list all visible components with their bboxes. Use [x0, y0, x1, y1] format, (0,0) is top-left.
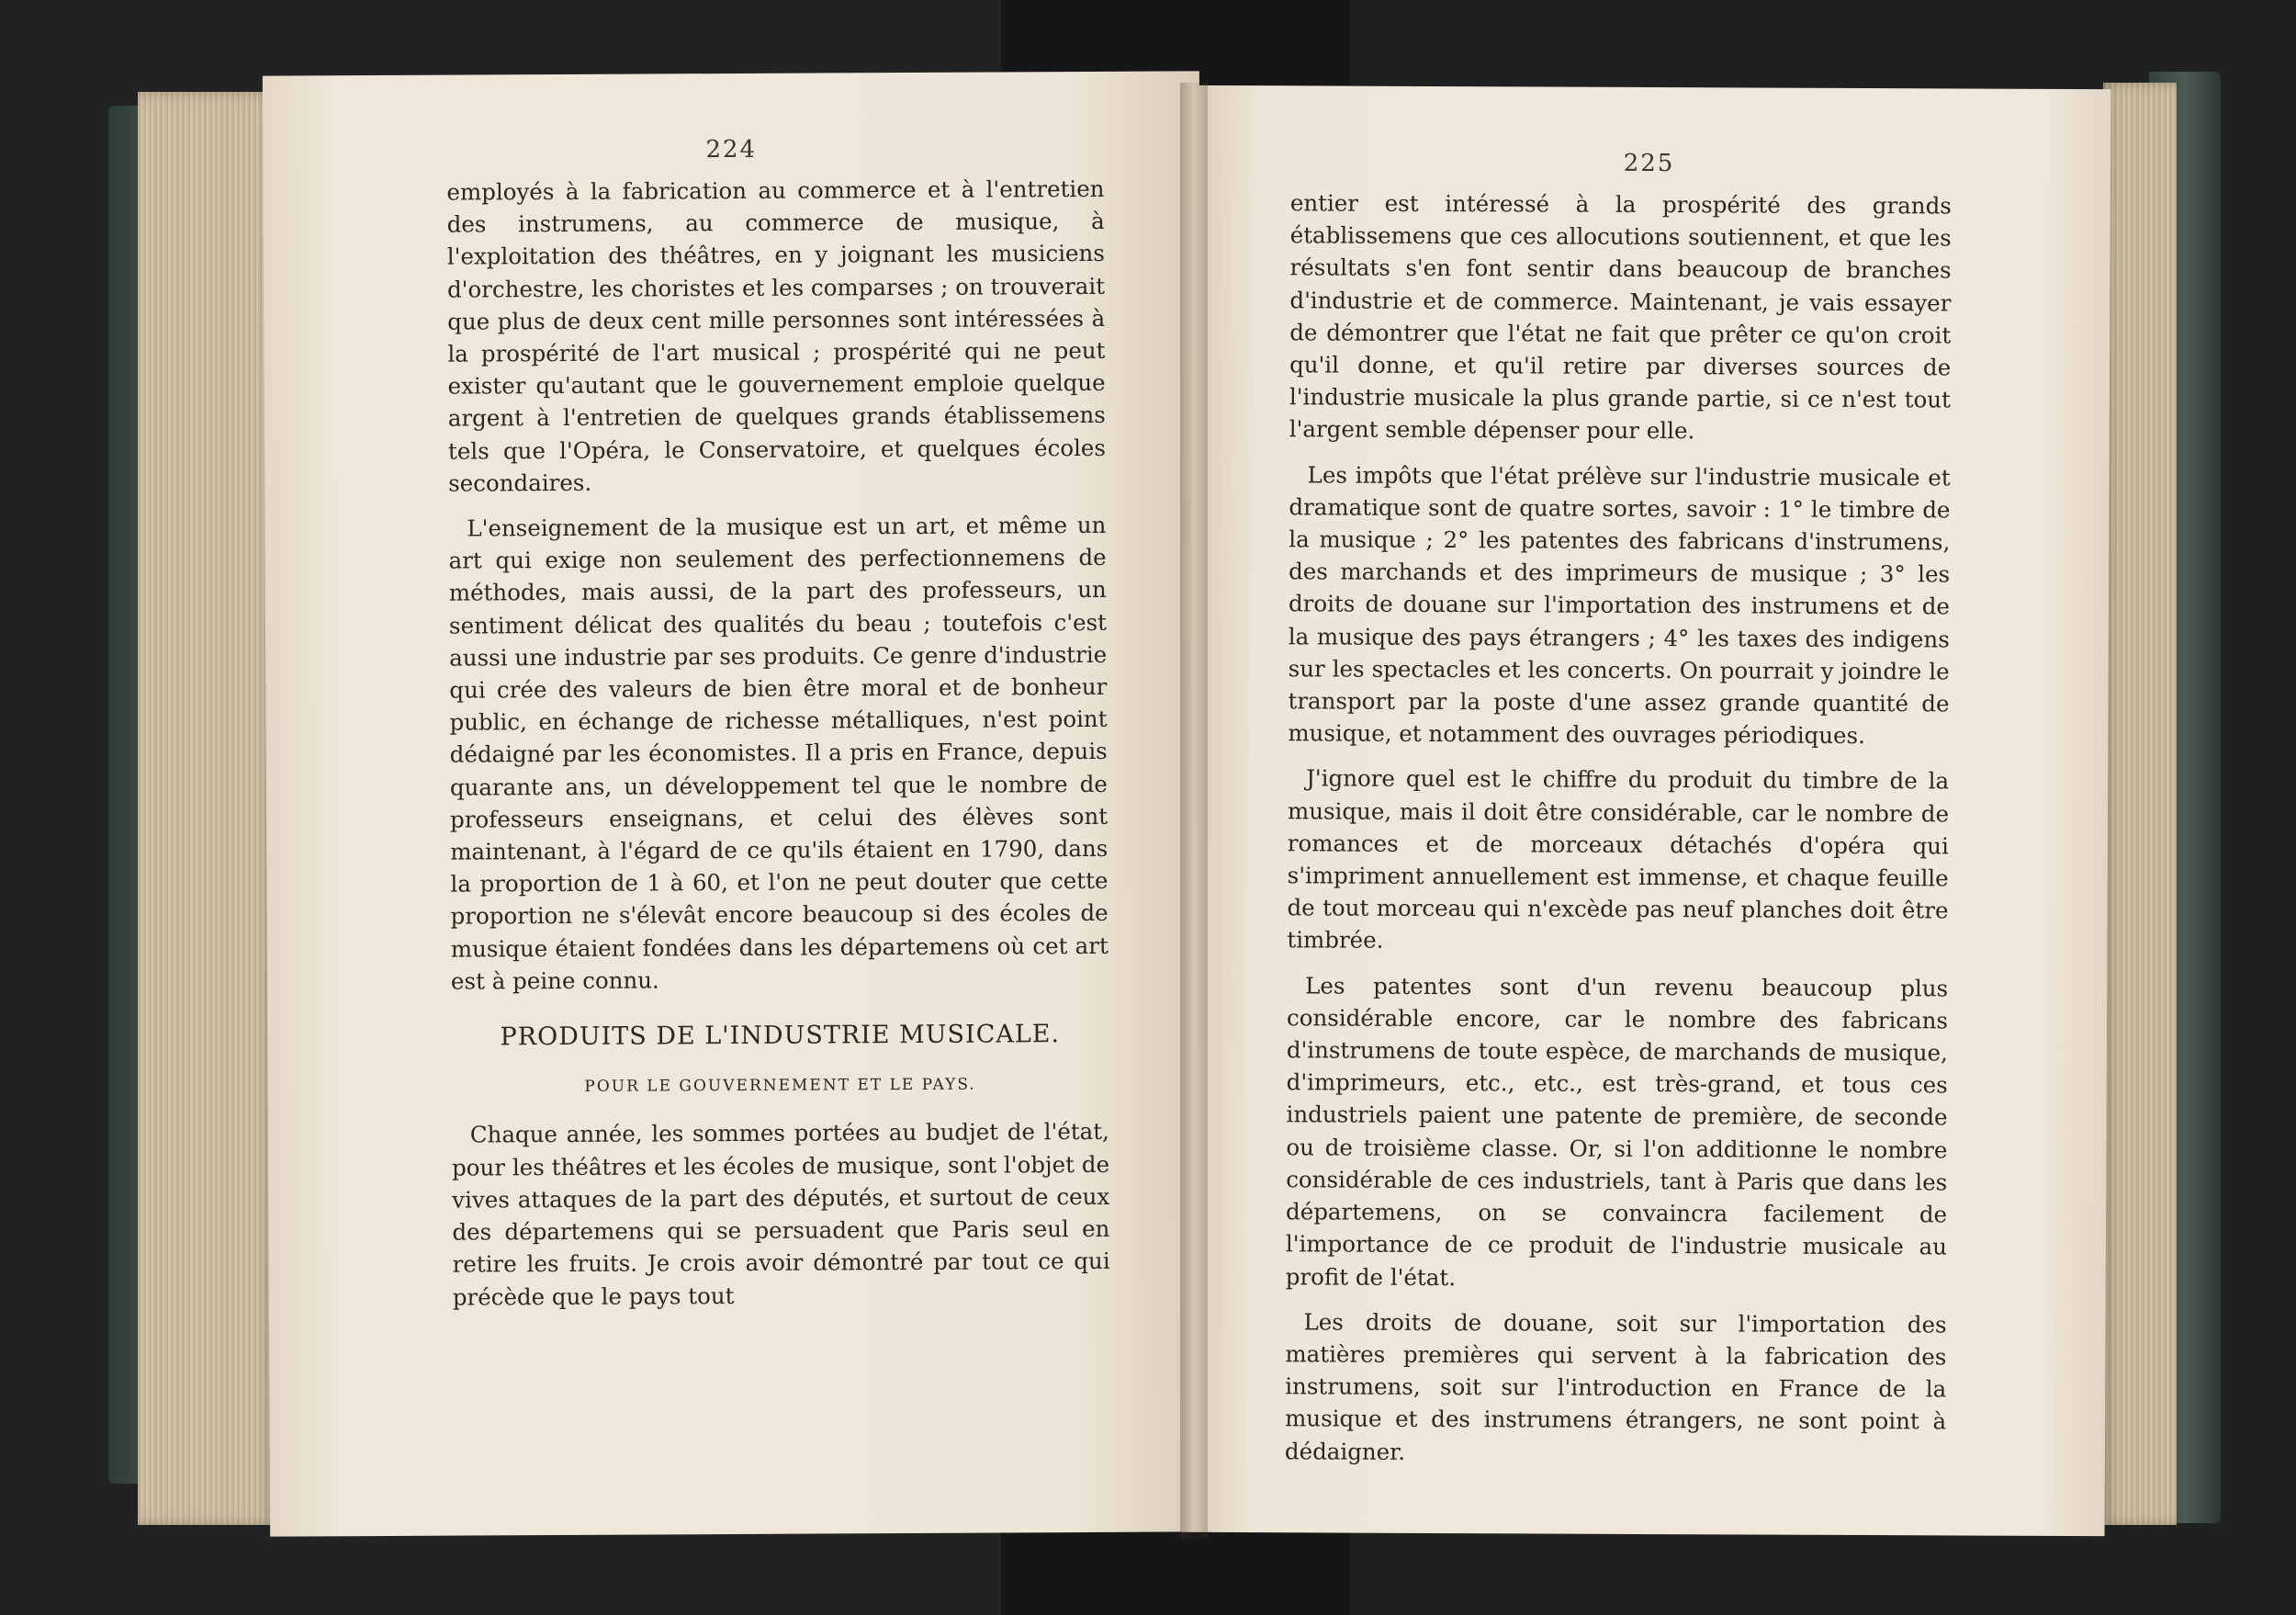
paragraph: Les impôts que l'état prélève sur l'industrie musicale et dramatique sont de quatre sortes, savoir : 1° le timbre de la musique ; 2° les patentes des fabricans d'instrumens, des marchands et des imprimeurs de musique ; 3° les droits de douane sur l'importation des instrumens et de la musique des pays étrangers ; 4° les taxes des indigens sur les spectacles et les concerts. On pourrait y joindre le transport par la poste d'une assez grande quantité de musique, et notamment des ouvrages périodiques. — [1288, 461, 1951, 750]
paragraph: entier est intéressé à la prospérité des grands établissemens que ces allocutions soutiennent, et que les résultats s'en font sentir dans beaucoup de branches d'industrie et de commerce. Maintenant, je vais essayer de démontrer que l'état ne fait que prêter ce qu'on croit qu'il donne, et qu'il retire par diverses sources de l'industrie musicale la plus grande partie, si ce n'est tout l'argent semble dépenser pour elle. — [1289, 189, 1952, 445]
left-page — [263, 71, 1207, 1536]
page-number-left: 224 — [705, 135, 758, 164]
page-number-right: 225 — [1623, 149, 1675, 178]
page-edges-right — [2103, 83, 2177, 1525]
left-page-text — [446, 173, 1110, 1326]
paragraph: Les patentes sont d'un revenu beaucoup plus considérable encore, car le nombre des fabricans d'instrumens de toute espèce, de marchands de musique, d'imprimeurs, etc., etc., est très-grand, et tous ces industriels paient une patente de première, de seconde ou de troisième classe. Or, si l'on additionne le nombre considérable de ces industriels, tant à Paris que dans les départemens, on se convaincra facilement de l'importance de ce produit de l'industrie musicale au profit de l'état. — [1285, 972, 1949, 1291]
page-edges-left — [138, 92, 276, 1525]
section-subtitle: POUR LE GOUVERNEMENT ET LE PAYS. — [584, 1075, 976, 1097]
right-page — [1182, 85, 2111, 1536]
paragraph: L'enseignement de la musique est un art, et même un art qui exige non seulement des perfectionnemens de méthodes, mais aussi, de la part des professeurs, un sentiment délicat des qualités du beau ; toutefois c'est aussi une industrie par ses produits. Ce genre d'industrie qui crée des valeurs de bien être moral et de bonheur public, en échange de richesse métalliques, n'est point dédaigné par les économistes. Il a pris en France, depuis quarante ans, un développement tel que le nombre de professeurs enseignans, et celui des élèves sont maintenant, à l'égard de ce qu'ils étaient en 1790, dans la proportion de 1 à 60, et l'on ne peut douter que cette proportion ne s'élevât encore beaucoup si des écoles de musique étaient fondées dans les départemens où cet art est à peine connu. — [448, 511, 1109, 995]
paragraph: Les droits de douane, soit sur l'importation des matières premières qui servent à la fabrication des instrumens, soit sur l'introduction en France de la musique et des instrumens étrangers, ne sont point à dédaigner. — [1284, 1308, 1947, 1465]
paragraph: J'ignore quel est le chiffre du produit du timbre de la musique, mais il doit être considérable, car le nombre de romances et de morceaux détachés d'opéra qui s'impriment annuellement est immense, et chaque feuille de tout morceau qui n'excède pas neuf planches doit être timbrée. — [1287, 764, 1950, 954]
right-page-text — [1285, 186, 1952, 1483]
book-gutter — [1180, 83, 1208, 1539]
paragraph: Chaque année, les sommes portées au budjet de l'état, pour les théâtres et les écoles de musique, sont l'objet de vives attaques de la part des députés, et surtout de ceux des départemens qui se persuadent que Paris seul en retire les fruits. Je crois avoir démontré par tout ce qui précède que le pays tout — [451, 1118, 1110, 1311]
section-title: PRODUITS DE L'INDUSTRIE MUSICALE. — [500, 1020, 1061, 1052]
paragraph: employés à la fabrication au commerce et à l'entretien des instrumens, au commerce de musique, à l'exploitation des théâtres, en y joignant les musiciens d'orchestre, les choristes et les comparses ; on trouverait que plus de deux cent mille personnes sont intéressées à la prospérité de l'art musical ; prospérité qui ne peut exister qu'autant que le gouvernement emploie quelque argent à l'entretien de quelques grands établissemens tels que l'Opéra, le Conservatoire, et quelques écoles secondaires. — [446, 175, 1107, 497]
